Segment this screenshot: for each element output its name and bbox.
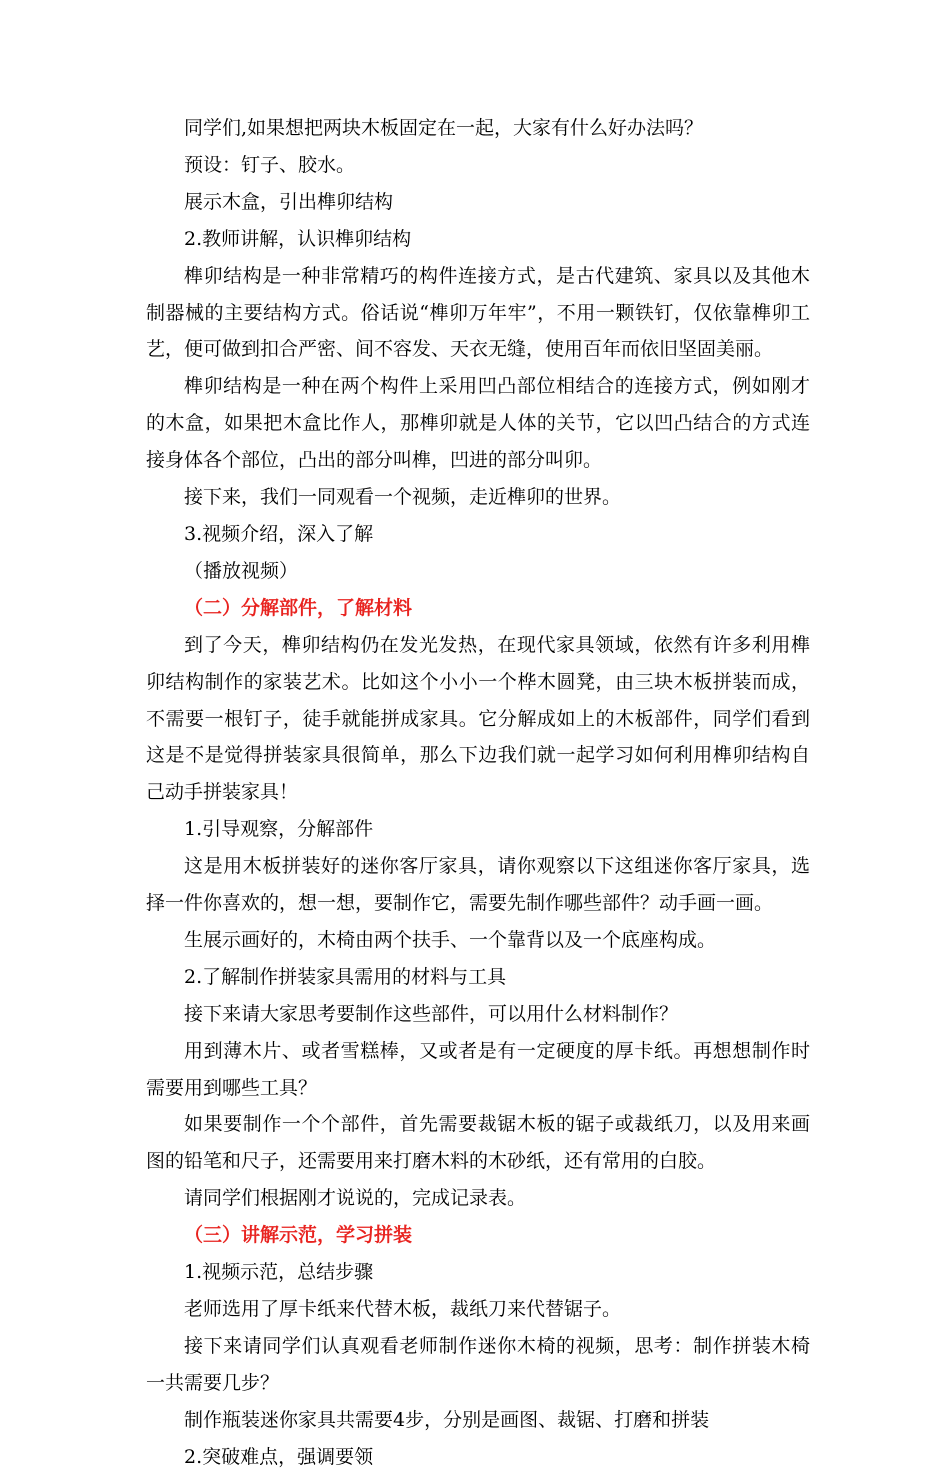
- paragraph: 3.视频介绍，深入了解: [184, 522, 374, 545]
- paragraph: 到了今天，榫卯结构仍在发光发热，在现代家具领域，依然有许多利用榫卯结构制作的家装艺术。比如这个小小一个桦木圆凳，由三块木板拼装而成，不需要一根钉子，徒手就能拼成家具。它分解成如上的木板部件，同学们看到这是不是觉得拼装家具很简单，那么下边我们就一起学习如何利用榫卯结构自己动手拼装家具！: [146, 633, 810, 804]
- paragraph: 用到薄木片、或者雪糕棒，又或者是有一定硬度的厚卡纸。再想想制作时需要用到哪些工具？: [146, 1039, 810, 1099]
- paragraph: 生展示画好的，木椅由两个扶手、一个靠背以及一个底座构成。: [184, 928, 717, 951]
- paragraph: 2.突破难点，强调要领: [184, 1445, 374, 1468]
- document-body: [146, 110, 810, 1476]
- paragraph: 榫卯结构是一种非常精巧的构件连接方式，是古代建筑、家具以及其他木制器械的主要结构方式。俗话说“榫卯万年牢”，不用一颗铁钉，仅依靠榫卯工艺，便可做到扣合严密、间不容发、天衣无缝，使用百年而依旧坚固美丽。: [146, 264, 810, 361]
- section-heading: （二）分解部件，了解材料: [184, 596, 413, 619]
- paragraph: 这是用木板拼装好的迷你客厅家具，请你观察以下这组迷你客厅家具，选择一件你喜欢的，想一想，要制作它，需要先制作哪些部件？动手画一画。: [146, 855, 810, 915]
- paragraph: 预设：钉子、胶水。: [184, 153, 356, 176]
- paragraph: 接下来请大家思考要制作这些部件，可以用什么材料制作？: [184, 1002, 679, 1025]
- paragraph: （播放视频）: [184, 559, 299, 582]
- paragraph: 1.引导观察，分解部件: [184, 818, 374, 841]
- paragraph: 接下来请同学们认真观看老师制作迷你木椅的视频，思考：制作拼装木椅一共需要几步？: [146, 1334, 810, 1394]
- paragraph: 接下来，我们一同观看一个视频，走近榫卯的世界。: [184, 486, 622, 509]
- paragraph: 老师选用了厚卡纸来代替木板，裁纸刀来代替锯子。: [184, 1298, 622, 1320]
- paragraph: 请同学们根据刚才说说的，完成记录表。: [184, 1187, 527, 1210]
- paragraph: 展示木盒，引出榫卯结构: [184, 190, 394, 213]
- paragraph: 榫卯结构是一种在两个构件上采用凹凸部位相结合的连接方式，例如刚才的木盒，如果把木盒比作人，那榫卯就是人体的关节，它以凹凸结合的方式连接身体各个部位，凸出的部分叫榫，凹进的部分叫卯。: [146, 375, 810, 472]
- paragraph: 制作瓶装迷你家具共需要4步，分别是画图、裁锯、打磨和拼装: [184, 1408, 710, 1431]
- paragraph: 2.了解制作拼装家具需用的材料与工具: [184, 965, 507, 988]
- paragraph: 同学们,如果想把两块木板固定在一起，大家有什么好办法吗？: [184, 117, 704, 139]
- section-heading: （三）讲解示范，学习拼装: [184, 1224, 413, 1247]
- paragraph: 1.视频示范，总结步骤: [184, 1261, 374, 1284]
- paragraph: 如果要制作一个个部件，首先需要裁锯木板的锯子或裁纸刀，以及用来画图的铅笔和尺子，还需要用来打磨木料的木砂纸，还有常用的白胶。: [146, 1113, 810, 1173]
- paragraph: 2.教师讲解，认识榫卯结构: [184, 227, 412, 250]
